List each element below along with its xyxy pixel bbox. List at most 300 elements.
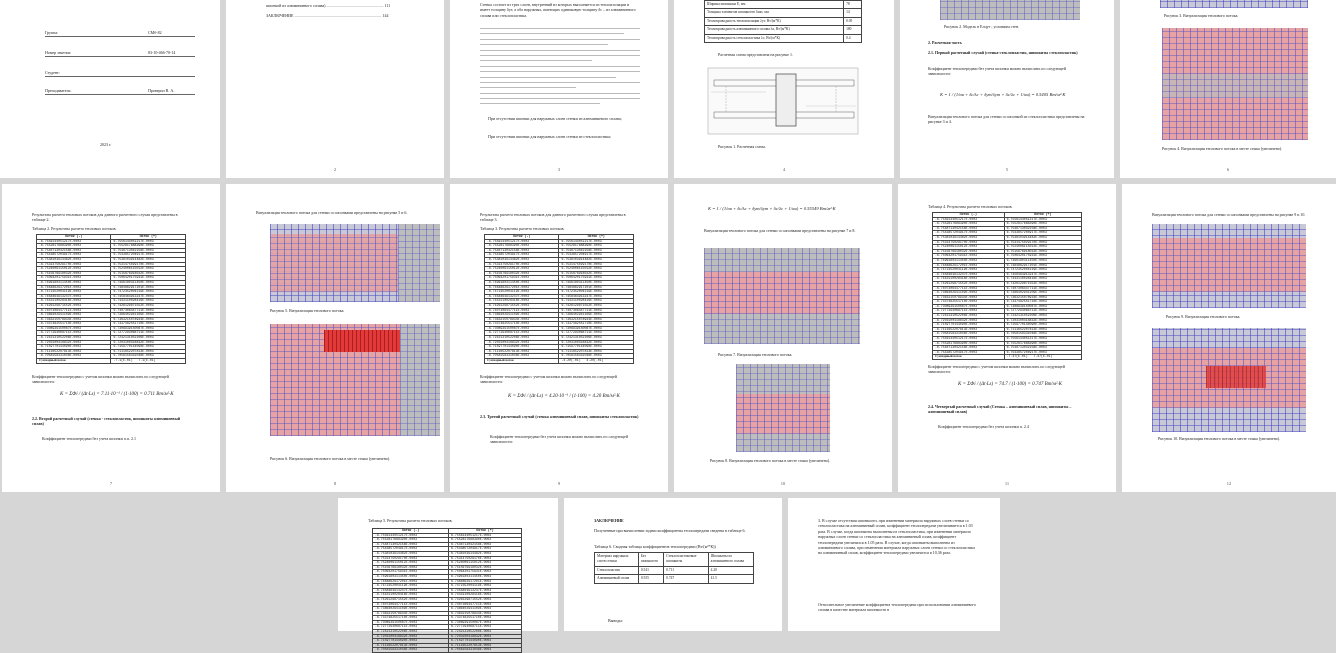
table-cell: -6.7277294068711E-0003 (373, 625, 449, 630)
table-cell: 6.7506420175931E-0003 (449, 570, 522, 575)
table-cell: 6.7496180311450E-0003 (559, 280, 634, 285)
table-cell: 6.7242131052206E-0003 (449, 630, 522, 635)
table-cell: -6.7552817688390E-0003 (933, 341, 1005, 346)
table-cell: 6.7496180311450E-0003 (111, 280, 186, 285)
table-cell: -6.7443110028416E-0003 (485, 299, 559, 304)
body-text-lines (480, 28, 640, 109)
table-cell: 6.7556144051217E-0003 (559, 239, 634, 244)
table-cell: 6.7552817688390E-0003 (1004, 222, 1081, 227)
table-cell: -6.7443110028416E-0003 (933, 277, 1005, 282)
subsection-heading: 2.1. Первый расчетный случай (стенка-стеклопластик, шпонкиты стеклопластик) (928, 50, 1078, 55)
table-cell: -6.7426129871552E-0003 (37, 303, 111, 308)
field-value: СМб-82 (148, 30, 162, 35)
table-cell: -6.7407306447711E-0003 (485, 308, 559, 313)
table-cell: -6.7363215078934E-0003 (37, 317, 111, 322)
table-cell: -6.7443110028416E-0003 (37, 299, 111, 304)
table-cell: -6.7538103914482E-0003 (485, 257, 559, 262)
table-cell: -6.7337482551710E-0003 (933, 300, 1005, 305)
table-cell: -6.7506420175931E-0003 (485, 276, 559, 281)
table-cell: -6.7531475029170E-0003 (485, 262, 559, 267)
table-cell: 6.7548713042158E-0003 (1004, 226, 1081, 231)
table-cell: 6.7548713042158E-0003 (449, 542, 522, 547)
toc-entry[interactable]: шпонкой из алюминиевого сплава) ......................................................... 111 (266, 3, 391, 8)
table-cell: -6.7426129871552E-0003 (933, 281, 1005, 286)
table-cell: 6.7543857204917E-0003 (1004, 231, 1081, 236)
table-cell: -6.7363215078934E-0003 (933, 295, 1005, 300)
table-cell: 6.7242131052206E-0003 (559, 336, 634, 341)
table-cell: 6.7506420175931E-0003 (1004, 254, 1081, 259)
page-number: 3 (557, 166, 561, 172)
formula: K = 1 / (1/αв + δс/λс + δут/λут + δс/λс + 1/αн) = 0.5405 Вт/м²·К (940, 92, 1066, 97)
page-5[interactable] (900, 0, 1114, 178)
table-cell: 6.7506420175931E-0003 (559, 276, 634, 281)
table-cell: 6.7386402941109E-0003 (111, 313, 186, 318)
page-number: 10 (780, 480, 786, 486)
table-cell: -6.7543857204917E-0003 (933, 350, 1005, 355)
table-cell: -6.7386402941109E-0003 (37, 313, 111, 318)
flux-figure (704, 248, 860, 344)
caption: Рисунок 2. Модель в Елцут ; условиям стен. (944, 24, 1020, 29)
table-cell: -6.7386402941109E-0003 (373, 607, 449, 612)
caption: Расчетная схема представлена на рисунке 1. (718, 52, 793, 57)
table-cell: 6.7407306447711E-0003 (449, 602, 522, 607)
table-cell: 6.7386402941109E-0003 (559, 313, 634, 318)
table-cell: 6.7111652207813E-0003 (111, 349, 186, 354)
body-text: Стенка состоит из трех слоев, внутренний из которых выполняется из теплоизоляции и имеет толщину δут, а оба наружных, имеющих одинаковую толщину δс – из алюминиевого сплава или стеклопластика. (480, 2, 636, 18)
body-text: Визуализация теплового потока для стенки со шпонками представлены на рисунке 9 и 10. (1152, 212, 1306, 217)
caption: Рисунок 6. Визуализация теплового потока в месте стыка (увеличено). (270, 456, 391, 461)
table-cell: -6.7484862917201E-0003 (485, 285, 559, 290)
table-cell: -6.7524006115012E-0003 (485, 267, 559, 272)
table-cell: 6.7058158331048E-0003 (559, 354, 634, 359)
table-cell: -6.7548713042158E-0003 (933, 346, 1005, 351)
table-cell: 6.7443110028416E-0003 (111, 299, 186, 304)
table-cell: 6.7458464913247E-0003 (111, 294, 186, 299)
table-cell: -6.7484862917201E-0003 (373, 579, 449, 584)
divider (45, 36, 195, 37)
table-cell: 6.7524006115012E-0003 (559, 267, 634, 272)
flux-table (484, 234, 634, 364)
flux-figure (270, 224, 440, 302)
table-cell: -6.7531475029170E-0003 (373, 556, 449, 561)
table-cell: 6.7543857204917E-0003 (1004, 350, 1081, 355)
page-7[interactable] (2, 184, 220, 492)
formula: K = ΣФі / (Δt·Ls) = 74.7 / (1·100) = 0.747 Вт/м²·К (958, 382, 1062, 387)
table-cell: -6.7203100418832E-0003 (37, 340, 111, 345)
table-cell: 6.7548713042158E-0003 (1004, 346, 1081, 351)
params-table: Ширина шпонкона Е, мм 78 Толщина элементов шпонкоотп δшп, мм 14 Теплопроводность теплоизоляции λут, Вт/(м*К) 0.05 Теплопроводность алюминиевого сплава λа, Вт/(м*К) 180 Теплопроводность стеклопластика λс, Вт/(м*К) 0.4 (704, 0, 862, 43)
body-text: Коэффициент теплопередачи с учетом шпонки можно вычислить по следующей зависимости: (480, 374, 617, 385)
table-cell: 6.7111652207813E-0003 (449, 643, 522, 648)
page-6[interactable] (1120, 0, 1336, 178)
table-cell: 6.7407306447711E-0003 (1004, 286, 1081, 291)
flux-figure-zoomed (736, 364, 830, 452)
table-total-label: Суммарный поток (933, 355, 1005, 360)
table-cell: -6.7538103914482E-0003 (37, 257, 111, 262)
field-label: Преподаватель: (45, 88, 72, 93)
table-cell: 6.7515676918032E-0003 (559, 271, 634, 276)
table-cell: -6.7203100418832E-0003 (485, 340, 559, 345)
table-cell: 6.7443110028416E-0003 (559, 299, 634, 304)
field-value: Проверил В. А. (148, 88, 175, 93)
table-cell: -6.7506420175931E-0003 (933, 254, 1005, 259)
table-cell: 6.7337482551710E-0003 (449, 616, 522, 621)
table-header-cell: Поток (-) (933, 213, 1005, 218)
page-number: 12 (1226, 480, 1232, 486)
table-cell: 6.7548713042158E-0003 (111, 248, 186, 253)
scheme-drawing (706, 62, 860, 138)
page-14[interactable] (564, 498, 782, 631)
table-total-row (485, 359, 634, 364)
table-cell: -6.7472352004119E-0003 (37, 290, 111, 295)
table-cell: -6.7538103914482E-0003 (933, 235, 1005, 240)
page-10[interactable] (674, 184, 892, 492)
table-cell: -6.7496180311450E-0003 (373, 574, 449, 579)
flux-figure (1152, 224, 1306, 308)
body-text: Результаты расчета тепловых потоков для данного расчетного случая представлены в таблице 2. (32, 212, 178, 223)
table-cell: -6.7443110028416E-0003 (373, 593, 449, 598)
table-cell: -6.7363215078934E-0003 (485, 317, 559, 322)
summary-table: Материал наружных слоев стенки Без шпонкоотп Стеклопластиковые шпонкиты Шпонкиты из алюминиевого сплава Стеклопластик 0.541 0.711 4.20 Алюминиевый сплав 0.555 0.747 41.5 (594, 552, 754, 584)
table-cell: 6.7538103914482E-0003 (449, 551, 522, 556)
table-cell: 6.7242131052206E-0003 (1004, 314, 1081, 319)
table-cell: -6.7426129871552E-0003 (373, 597, 449, 602)
table-cell: 6.7506420175931E-0003 (111, 276, 186, 281)
table-cell: 6.7458464913247E-0003 (1004, 272, 1081, 277)
flux-table (372, 528, 522, 653)
table-total-label: Суммарный поток (485, 359, 559, 364)
table-total-value: -7.1(E-01) 7.1(E-01) (111, 359, 186, 364)
table-cell: 6.7472352004119E-0003 (111, 290, 186, 295)
table-cell: -6.7458464913247E-0003 (933, 272, 1005, 277)
page-number: 11 (1004, 480, 1010, 486)
conclusions-label: Выводы: (608, 618, 623, 623)
table-cell: -6.7426129871552E-0003 (485, 303, 559, 308)
table-cell: 6.7426129871552E-0003 (111, 303, 186, 308)
table-cell: -6.7556144051217E-0003 (933, 217, 1005, 222)
body-text: Визуализация теплового потока для стенки со шпонкой из стеклопластика представлены на рисунке 3 и 4. (928, 114, 1085, 125)
table-cell: 6.7515676918032E-0003 (449, 565, 522, 570)
table-cell: -6.7111652207813E-0003 (37, 349, 111, 354)
page-9[interactable] (450, 184, 668, 492)
subsection-heading: 2.3. Третий расчетный случай (стенка алюминиевый сплав, шпонкиты стеклопластик) (480, 414, 639, 419)
subsection-heading: 2.2. Второй расчетный случай (стенка - стеклопластик, шпонкиты алюминиевый сплав) (32, 416, 180, 427)
divider (45, 76, 195, 77)
caption: Рисунок 5. Визуализация теплового потока. (270, 308, 345, 313)
table-header-cell: Поток (-) (485, 235, 559, 240)
body-text: Коэффициент теплопередачи без учета шпонки можно вычислить по следующей зависимости: (928, 66, 1066, 77)
table-cell: 6.7407306447711E-0003 (559, 308, 634, 313)
table-cell: 6.7538103914482E-0003 (559, 257, 634, 262)
page-8[interactable] (226, 184, 444, 492)
table-cell: 6.7443110028416E-0003 (1004, 277, 1081, 282)
table-cell: -6.7548713042158E-0003 (485, 248, 559, 253)
table-cell: 6.7543857204917E-0003 (111, 253, 186, 258)
page-number: 5 (1005, 166, 1009, 172)
page-2[interactable] (226, 0, 444, 178)
caption: Рисунок 4. Визуализация теплового потока в месте стыка (увеличено). (1162, 146, 1283, 151)
table-cell: 6.7058158331048E-0003 (111, 354, 186, 359)
table-cell: 6.7159770144090E-0003 (111, 345, 186, 350)
table-cell: 6.7496180311450E-0003 (449, 574, 522, 579)
field-label: Студент: (45, 70, 60, 75)
page-number: 8 (333, 480, 337, 486)
table-cell: 6.7472352004119E-0003 (1004, 268, 1081, 273)
table-cell: -6.7407306447711E-0003 (373, 602, 449, 607)
table-cell: 6.7337482551710E-0003 (1004, 300, 1081, 305)
table-cell: -6.7556144051217E-0003 (373, 533, 449, 538)
table-cell: -6.7472352004119E-0003 (373, 584, 449, 589)
table-cell: 6.7277294068711E-0003 (1004, 309, 1081, 314)
table-cell: 6.7111652207813E-0003 (559, 349, 634, 354)
table-cell: 6.7308939150087E-0003 (111, 326, 186, 331)
table-cell: -6.7506420175931E-0003 (37, 276, 111, 281)
table-cell: 6.7242131052206E-0003 (111, 336, 186, 341)
table-title: Таблица 3. Результаты расчета тепловых потоков. (480, 226, 565, 231)
table-header-cell: Поток (-) (373, 529, 449, 534)
table-cell: -6.7543857204917E-0003 (37, 253, 111, 258)
table-cell: 6.7426129871552E-0003 (559, 303, 634, 308)
table-cell: -6.7337482551710E-0003 (485, 322, 559, 327)
table-cell: 6.7556144051217E-0003 (1004, 217, 1081, 222)
table-cell: 6.7543857204917E-0003 (559, 253, 634, 258)
body-text: Результаты расчета тепловых потоков для данного расчетного случая представлены в таблице 3. (480, 212, 626, 223)
table-cell: -6.7242131052206E-0003 (37, 336, 111, 341)
table-cell: -6.7548713042158E-0003 (37, 248, 111, 253)
table-cell: -6.7111652207813E-0003 (373, 643, 449, 648)
table-cell: -6.7524006115012E-0003 (933, 245, 1005, 250)
table-cell: -6.7159770144090E-0003 (933, 323, 1005, 328)
table-cell: 6.7277294068711E-0003 (449, 625, 522, 630)
body-text: Коэффициент теплопередачи без учета шпонки можно вычислить по следующей зависимости: (490, 434, 628, 445)
table-cell: 6.7363215078934E-0003 (1004, 295, 1081, 300)
flux-table (932, 212, 1082, 360)
table-title: Таблица 4. Результаты расчета тепловых потоков. (928, 204, 1013, 209)
section-heading: ЗАКЛЮЧЕНИЕ (594, 518, 624, 523)
page-13[interactable] (338, 498, 558, 652)
divider (45, 56, 195, 57)
list-item: При отсутствии шпонки для наружных слоев стенки из стеклопластика; (488, 134, 612, 139)
toc-entry[interactable]: ЗАКЛЮЧЕНИЕ ....................................................................................... 144 (266, 13, 389, 18)
table-cell: 6.7159770144090E-0003 (559, 345, 634, 350)
table-cell: -6.7058158331048E-0003 (485, 354, 559, 359)
caption: Рисунок 7. Визуализация теплового потока. (718, 352, 793, 357)
body-text: Относительное увеличение коэффициента теплопередачи при использовании алюминиевого сплава в качестве материала шпонкоотп в (818, 602, 976, 613)
table-cell: 6.7484862917201E-0003 (111, 285, 186, 290)
page-number: 4 (782, 166, 786, 172)
field-label: Номер зачетки: (45, 50, 72, 55)
table-cell: 6.7159770144090E-0003 (1004, 323, 1081, 328)
table-cell: -6.7548713042158E-0003 (373, 542, 449, 547)
table-cell: -6.7242131052206E-0003 (933, 314, 1005, 319)
table-total-label: Суммарный поток (37, 359, 111, 364)
subsection-heading: 2.4. Четвертый расчетный случай (Стенка – алюминиевый сплав, шпонкиты –алюминиевый сплав) (928, 404, 1072, 415)
table-cell: -6.7458464913247E-0003 (485, 294, 559, 299)
table-cell: -6.7277294068711E-0003 (37, 331, 111, 336)
table-cell: 6.7363215078934E-0003 (559, 317, 634, 322)
flux-figure-zoomed (1152, 328, 1306, 432)
table-cell: 6.7484862917201E-0003 (1004, 263, 1081, 268)
divider (45, 94, 195, 95)
table-cell: 6.7531475029170E-0003 (559, 262, 634, 267)
table-cell: -6.7496180311450E-0003 (37, 280, 111, 285)
formula: K = ΣФі / (Δt·Ls) = 7.11·10⁻¹ / (1·100) = 0.711 Вт/м²·К (60, 392, 174, 397)
year-text: 2023 г. (100, 142, 112, 147)
table-row (373, 648, 522, 653)
table-cell: -6.7203100418832E-0003 (933, 318, 1005, 323)
caption: Рисунок 9. Визуализация теплового потока. (1166, 314, 1241, 319)
table-cell: -6.7556144051217E-0003 (933, 337, 1005, 342)
table-cell: 6.7203100418832E-0003 (449, 634, 522, 639)
table-cell: -6.7386402941109E-0003 (933, 291, 1005, 296)
table-cell: -6.7058158331048E-0003 (37, 354, 111, 359)
body-text: 3. В случае отсутствия шпонкоотп, при изменении материала наружных слоев стенки со стеклопластика на алюминиевый сплав, коэффициент теплопередачи увеличивается в 1.03 раза. В случае, когда шпонкиты выполнены из стеклопластика, при изменении материала наружных слоев стенки со стеклопластика на алюминиевый сплав, коэффициент теплопередачи увеличился в 1.05 раза. В случае, когда шпонкиты выполнены из алюминиевого сплава, при изменении материала наружных слоев стенки со стеклопластика на алюминиевый сплав, коэффициент теплопередачи увеличится в 10,36 раза. (818, 518, 975, 556)
table-cell: -6.7337482551710E-0003 (373, 616, 449, 621)
table-cell: 6.7531475029170E-0003 (449, 556, 522, 561)
table-cell: 6.7308939150087E-0003 (559, 326, 634, 331)
table-total-row (933, 355, 1082, 360)
table-cell: -6.7159770144090E-0003 (485, 345, 559, 350)
table-cell: 6.7524006115012E-0003 (449, 561, 522, 566)
table-cell: 6.7524006115012E-0003 (111, 267, 186, 272)
table-cell: 6.7203100418832E-0003 (559, 340, 634, 345)
table-cell: 6.7531475029170E-0003 (111, 262, 186, 267)
table-cell: -6.7552817688390E-0003 (485, 244, 559, 249)
page-4[interactable] (674, 0, 894, 178)
table-cell: -6.7515676918032E-0003 (933, 249, 1005, 254)
page-3[interactable] (450, 0, 668, 178)
table-cell: 6.7552817688390E-0003 (559, 244, 634, 249)
table-cell: -6.7111652207813E-0003 (933, 327, 1005, 332)
table-cell: -6.7242131052206E-0003 (485, 336, 559, 341)
table-header-cell: Поток (+) (111, 235, 186, 240)
page-15[interactable] (788, 498, 1000, 631)
table-header-cell: Поток (+) (449, 529, 522, 534)
table-cell: -6.7496180311450E-0003 (485, 280, 559, 285)
table-cell: 6.7496180311450E-0003 (1004, 258, 1081, 263)
table-cell: -6.7531475029170E-0003 (933, 240, 1005, 245)
table-cell: 6.7552817688390E-0003 (111, 244, 186, 249)
table-cell: -6.7524006115012E-0003 (373, 561, 449, 566)
table-cell: -6.7308939150087E-0003 (933, 304, 1005, 309)
formula: K = 1 / (1/αв + δс/λс + δут/λут + δс/λс + 1/αн) = 0.55549 Вт/м²·К (708, 206, 836, 211)
table-cell: -6.7458464913247E-0003 (373, 588, 449, 593)
table-header-cell: Поток (+) (559, 235, 634, 240)
page-1[interactable] (0, 0, 220, 178)
table-cell: 6.7538103914482E-0003 (1004, 235, 1081, 240)
caption: Рисунок 1. Расчетная схема. (718, 144, 766, 149)
body-text: Визуализация теплового потока для стенки со шпонками представлены на рисунке 5 и 6. (256, 210, 408, 215)
table-cell: 6.7203100418832E-0003 (1004, 318, 1081, 323)
table-total-value: -7.47(E-01) 7.47(E-01) (1004, 355, 1081, 360)
table-cell: -6.7531475029170E-0003 (37, 262, 111, 267)
table-cell: -6.7386402941109E-0003 (485, 313, 559, 318)
table-cell: -6.7484862917201E-0003 (37, 285, 111, 290)
flux-figure (1160, 0, 1308, 8)
table-cell: 6.7556144051217E-0003 (449, 533, 522, 538)
table-cell: -6.7543857204917E-0003 (373, 547, 449, 552)
table-cell: 6.7484862917201E-0003 (559, 285, 634, 290)
page-12[interactable] (1122, 184, 1336, 492)
caption: Рисунок 3. Визуализация теплового потока. (1164, 13, 1239, 18)
table-cell: 6.7386402941109E-0003 (449, 607, 522, 612)
page-number: 9 (557, 480, 561, 486)
table-cell: -6.7543857204917E-0003 (485, 253, 559, 258)
table-cell: -6.7552817688390E-0003 (373, 538, 449, 543)
table-total-value: -4.20(-01) 4.20(-01) (559, 359, 634, 364)
table-cell: 6.7337482551710E-0003 (559, 322, 634, 327)
table-cell: -6.7277294068711E-0003 (933, 309, 1005, 314)
table-cell: 6.7531475029170E-0003 (1004, 240, 1081, 245)
body-text: Коэффициент теплопередачи без учета шпонки п.п. 2.1 (42, 436, 137, 441)
table-cell: -6.7543857204917E-0003 (933, 231, 1005, 236)
table-cell: 6.7556144051217E-0003 (1004, 337, 1081, 342)
table-cell: -6.7515676918032E-0003 (37, 271, 111, 276)
table-header-cell: Поток (+) (1004, 213, 1081, 218)
table-cell: -6.7058158331048E-0003 (373, 648, 449, 653)
table-cell: 6.7426129871552E-0003 (449, 597, 522, 602)
table-cell: 6.7458464913247E-0003 (449, 588, 522, 593)
flux-figure-zoomed (270, 324, 440, 436)
table-cell: -6.7242131052206E-0003 (373, 630, 449, 635)
table-cell: -6.7556144051217E-0003 (485, 239, 559, 244)
table-cell: 6.7472352004119E-0003 (559, 290, 634, 295)
table-cell: 6.7058158331048E-0003 (449, 648, 522, 653)
table-cell: 6.7552817688390E-0003 (449, 538, 522, 543)
table-cell: -6.7472352004119E-0003 (485, 290, 559, 295)
table-cell: 6.7484862917201E-0003 (449, 579, 522, 584)
table-cell: -6.7407306447711E-0003 (37, 308, 111, 313)
table-cell: -6.7496180311450E-0003 (933, 258, 1005, 263)
table-cell: -6.7552817688390E-0003 (37, 244, 111, 249)
table-cell: 6.7552817688390E-0003 (1004, 341, 1081, 346)
table-cell: 6.7363215078934E-0003 (111, 317, 186, 322)
formula: K = ΣФі / (Δt·Ls) = 4.20·10⁻¹ / (1·100) = 4.20 Вт/м²·К (508, 394, 620, 399)
table-cell: -6.7308939150087E-0003 (485, 326, 559, 331)
table-cell: 6.7386402941109E-0003 (1004, 291, 1081, 296)
table-cell: -6.7308939150087E-0003 (37, 326, 111, 331)
body-text: Полученные при вычислении задачи коэффициенты теплопередачи сведены в таблице 6. (594, 528, 746, 533)
table-cell: -6.7337482551710E-0003 (37, 322, 111, 327)
table-total-row (37, 359, 186, 364)
field-label: Группа: (45, 30, 59, 35)
page-11[interactable] (898, 184, 1116, 492)
table-cell: 6.7277294068711E-0003 (559, 331, 634, 336)
body-text: Коэффициент теплопередачи без учета шпонки п. 2.4 (938, 424, 1029, 429)
table-cell: -6.7363215078934E-0003 (373, 611, 449, 616)
section-heading: 2. Расчетная часть (928, 40, 962, 45)
table-cell: 6.7556144051217E-0003 (111, 239, 186, 244)
table-cell: 6.7538103914482E-0003 (111, 257, 186, 262)
table-cell: -6.7515676918032E-0003 (373, 565, 449, 570)
table-cell: 6.7363215078934E-0003 (449, 611, 522, 616)
table-cell: 6.7543857204917E-0003 (449, 547, 522, 552)
table-cell: 6.7337482551710E-0003 (111, 322, 186, 327)
body-text: Визуализация теплового потока для стенки со шпонками представлены на рисунке 7 и 8. (704, 228, 856, 233)
table-cell: -6.7203100418832E-0003 (373, 634, 449, 639)
table-cell: -6.7111652207813E-0003 (485, 349, 559, 354)
table-cell: -6.7524006115012E-0003 (37, 267, 111, 272)
table-cell: -6.7407306447711E-0003 (933, 286, 1005, 291)
table-cell: 6.7058158331048E-0003 (1004, 332, 1081, 337)
table-cell: 6.7308939150087E-0003 (449, 620, 522, 625)
table-cell: -6.7552817688390E-0003 (933, 222, 1005, 227)
table-cell: -6.7458464913247E-0003 (37, 294, 111, 299)
flux-figure-zoomed (1162, 28, 1308, 140)
table-cell: 6.7159770144090E-0003 (449, 639, 522, 644)
table-cell: -6.7484862917201E-0003 (933, 263, 1005, 268)
table-cell: 6.7426129871552E-0003 (1004, 281, 1081, 286)
